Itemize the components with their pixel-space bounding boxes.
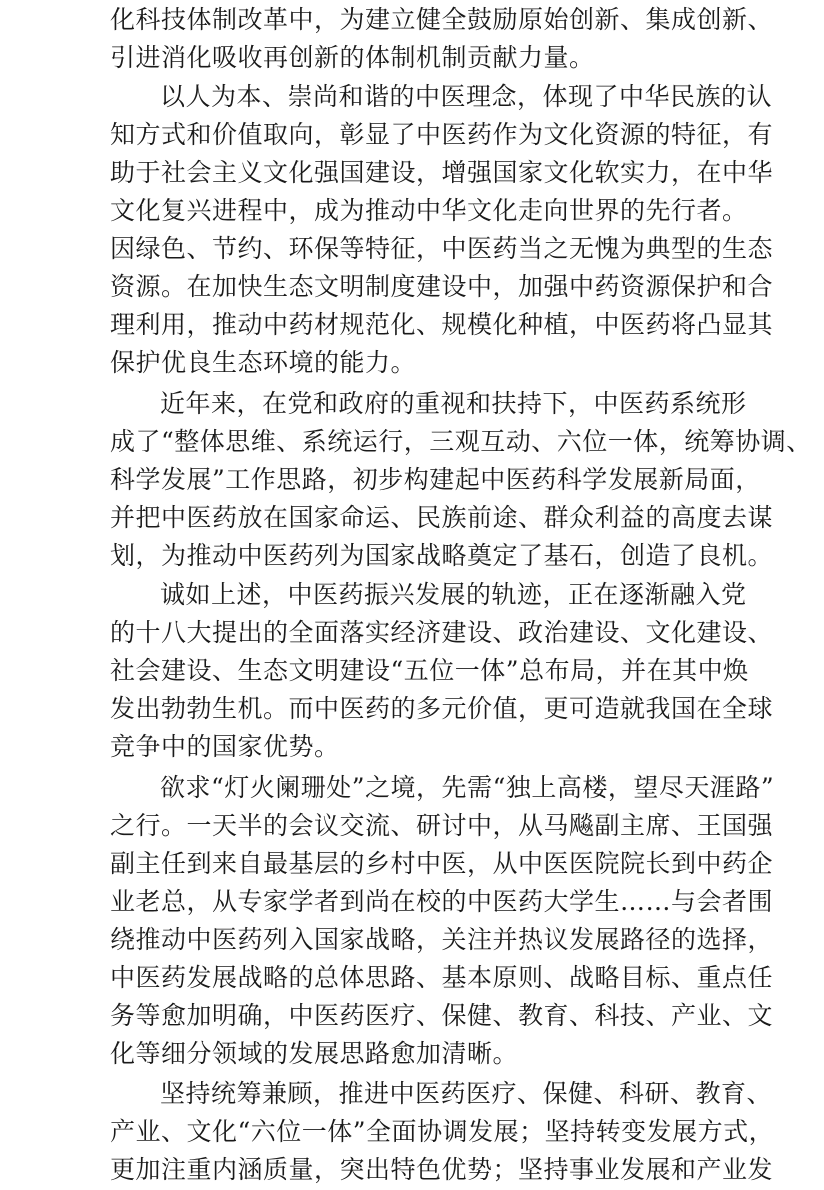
text-line: 助于社会主义文化强国建设，增强国家文化软实力，在中华 [110,158,774,187]
text-line: 文化复兴进程中，成为推动中华文化走向世界的先行者。 [110,196,748,225]
document-page [110,0,812,1184]
text-line: 划，为推动中医药列为国家战略奠定了基石，创造了良机。 [110,541,774,570]
text-line: 保护优良生态环境的能力。 [110,348,417,377]
text-line: 竞争中的国家优势。 [110,732,340,761]
text-line: 社会建设、生态文明建设“五位一体”总布局，并在其中焕 [110,656,749,685]
paragraph-first-line: 欲求“灯火阑珊处”之境，先需“独上高楼，望尽天涯路” [160,773,775,802]
text-line: 务等愈加明确，中医药医疗、保健、教育、科技、产业、文 [110,1001,774,1030]
text-line: 的十八大提出的全面落实经济建设、政治建设、文化建设、 [110,618,774,647]
text-line: 科学发展”工作思路，初步构建起中医药科学发展新局面， [110,465,761,494]
text-line: 绕推动中医药列入国家战略，关注并热议发展路径的选择， [110,925,774,954]
text-line: 之行。一天半的会议交流、研讨中，从马飚副主席、王国强 [110,811,774,840]
text-line: 化科技体制改革中，为建立健全鼓励原始创新、集成创新、 [110,5,774,34]
text-line: 引进消化吸收再创新的体制机制贡献力量。 [110,43,595,72]
text-line: 更加注重内涵质量，突出特色优势；坚持事业发展和产业发 [110,1155,774,1184]
text-line: 业老总，从专家学者到尚在校的中医药大学生……与会者围 [110,887,774,916]
text-line: 资源。在加快生态文明制度建设中，加强中药资源保护和合 [110,272,774,301]
paragraph-first-line: 坚持统筹兼顾，推进中医药医疗、保健、科研、教育、 [160,1079,773,1108]
paragraph-first-line: 诚如上述，中医药振兴发展的轨迹，正在逐渐融入党 [160,580,747,609]
text-line: 化等细分领域的发展思路愈加清晰。 [110,1039,519,1068]
text-line: 因绿色、节约、环保等特征，中医药当之无愧为典型的生态 [110,234,774,263]
text-line: 知方式和价值取向，彰显了中医药作为文化资源的特征，有 [110,120,774,149]
paragraph-first-line: 近年来，在党和政府的重视和扶持下，中医药系统形 [160,389,747,418]
text-line: 成了“整体思维、系统运行，三观互动、六位一体，统筹协调、 [110,427,812,456]
text-line: 副主任到来自最基层的乡村中医，从中医医院院长到中药企 [110,849,774,878]
text-line: 产业、文化“六位一体”全面协调发展；坚持转变发展方式， [110,1117,775,1146]
text-line: 并把中医药放在国家命运、民族前途、群众利益的高度去谋 [110,503,774,532]
text-line: 理利用，推动中药材规范化、规模化种植，中医药将凸显其 [110,310,774,339]
text-line: 发出勃勃生机。而中医药的多元价值，更可造就我国在全球 [110,694,774,723]
paragraph-first-line: 以人为本、崇尚和谐的中医理念，体现了中华民族的认 [160,82,773,111]
text-line: 中医药发展战略的总体思路、基本原则、战略目标、重点任 [110,963,774,992]
